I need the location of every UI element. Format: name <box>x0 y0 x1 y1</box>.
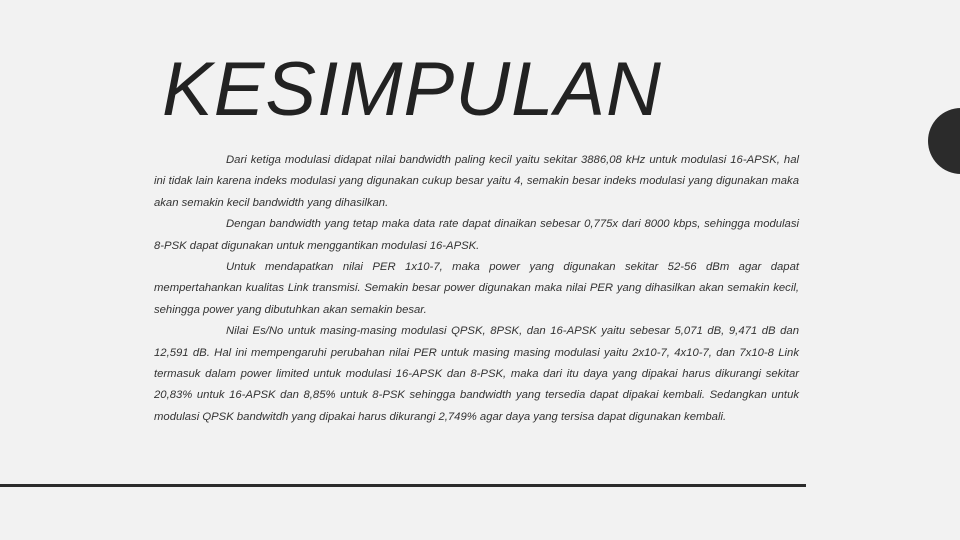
decorative-circle <box>928 108 960 174</box>
slide-title: KESIMPULAN <box>162 47 662 132</box>
paragraph-es-no: Nilai Es/No untuk masing-masing modulasi QPSK, 8PSK, dan 16-APSK yaitu sebesar 5,071 dB, 9,471 dB dan 12,591 dB. Hal ini mempengaruhi perubahan nilai PER untuk masing masing modulasi yaitu 2x10-7, 4x10-7, dan 7x10-8 Link termasuk dalam power limited untuk modulasi 16-APSK dan 8-PSK, maka dari itu daya yang dipakai harus dikurangi sekitar 20,83% untuk 16-APSK dan 8,85% untuk 8-PSK sehingga bandwidth yang tersedia dapat dipakai kembali. Sedangkan untuk modulasi QPSK bandwitdh yang dipakai harus dikurangi 2,749% agar daya yang tersisa dapat digunakan kembali. <box>154 325 799 423</box>
paragraph-data-rate: Dengan bandwidth yang tetap maka data rate dapat dinaikan sebesar 0,775x dari 8000 kbps, sehingga modulasi 8-PSK dapat digunakan untuk menggantikan modulasi 16-APSK. <box>154 218 799 252</box>
slide-body <box>154 150 799 428</box>
paragraph-per-power: Untuk mendapatkan nilai PER 1x10-7, maka power yang digunakan sekitar 52-56 dBm agar dapat mempertahankan kualitas Link transmisi. Semakin besar power digunakan maka nilai PER yang dihasilkan akan semakin kecil, sehingga power yang dibutuhkan akan semakin besar. <box>154 261 799 316</box>
bottom-divider <box>0 484 806 487</box>
paragraph-bandwidth: Dari ketiga modulasi didapat nilai bandwidth paling kecil yaitu sekitar 3886,08 kHz untuk modulasi 16-APSK, hal ini tidak lain karena indeks modulasi yang digunakan cukup besar yaitu 4, semakin besar indeks modulasi yang digunakan maka akan semakin kecil bandwidth yang dihasilkan. <box>154 154 799 209</box>
